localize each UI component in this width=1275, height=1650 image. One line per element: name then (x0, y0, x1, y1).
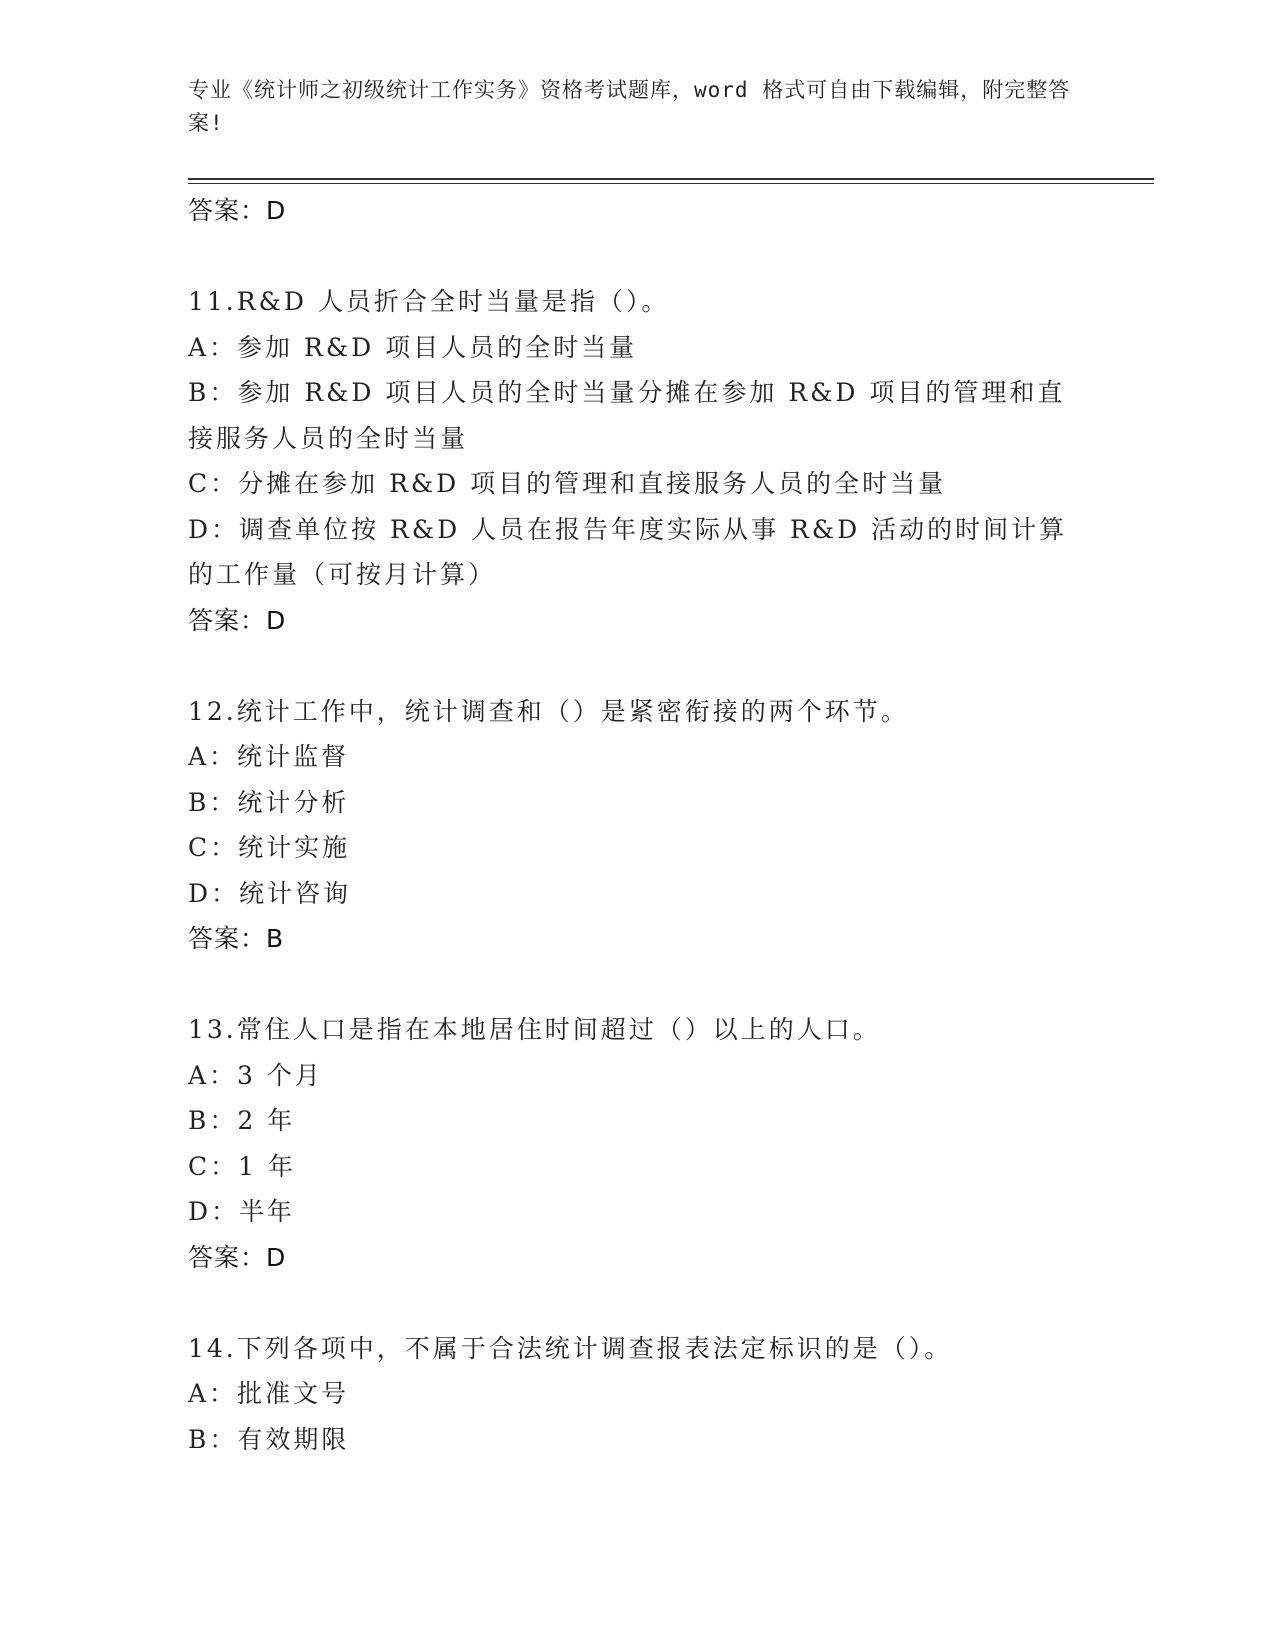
header-divider-top (188, 178, 1154, 180)
option-d: D：半年 (188, 1197, 296, 1226)
option-d: D：统计咨询 (188, 878, 352, 908)
question-text: 12.统计工作中，统计调查和（）是紧密衔接的两个环节。 (188, 696, 909, 726)
question-item (188, 1007, 1088, 1280)
question-item (188, 279, 1088, 643)
option-a: A：参加 R&D 项目人员的全时当量 (188, 332, 638, 362)
option-d: D：调查单位按 R&D 人员在报告年度实际从事 R&D 活动的时间计算的工作量（可按月计算） (188, 514, 1068, 589)
option-a: A：统计监督 (188, 742, 350, 771)
header-divider-bottom (188, 183, 1154, 184)
option-b: B：有效期限 (188, 1424, 350, 1454)
question-list (188, 188, 1088, 1462)
option-c: C：统计实施 (188, 833, 351, 862)
option-a: A：3 个月 (188, 1060, 323, 1090)
answer-line: 答案：B (188, 924, 285, 953)
answer-line: 答案：D (188, 196, 287, 225)
option-a: A：批准文号 (188, 1379, 350, 1408)
question-item (188, 1326, 1088, 1463)
question-item (188, 689, 1088, 962)
option-b: B：参加 R&D 项目人员的全时当量分摊在参加 R&D 项目的管理和直接服务人员的全时当量 (188, 378, 1066, 453)
answer-line: 答案：D (188, 605, 287, 635)
question-text: 11.R&D 人员折合全时当量是指（）。 (188, 287, 670, 316)
document-header: 专业《统计师之初级统计工作实务》资格考试题库，word 格式可自由下载编辑，附完整答案! (188, 78, 1071, 135)
question-text: 14.下列各项中，不属于合法统计调查报表法定标识的是（）。 (188, 1333, 953, 1363)
question-text: 13.常住人口是指在本地居住时间超过（）以上的人口。 (188, 1015, 881, 1044)
option-b: B：2 年 (188, 1106, 296, 1135)
option-b: B：统计分析 (188, 787, 350, 817)
option-c: C：1 年 (188, 1151, 296, 1181)
option-c: C：分摊在参加 R&D 项目的管理和直接服务人员的全时当量 (188, 469, 947, 498)
answer-line: 答案：D (188, 1242, 287, 1272)
